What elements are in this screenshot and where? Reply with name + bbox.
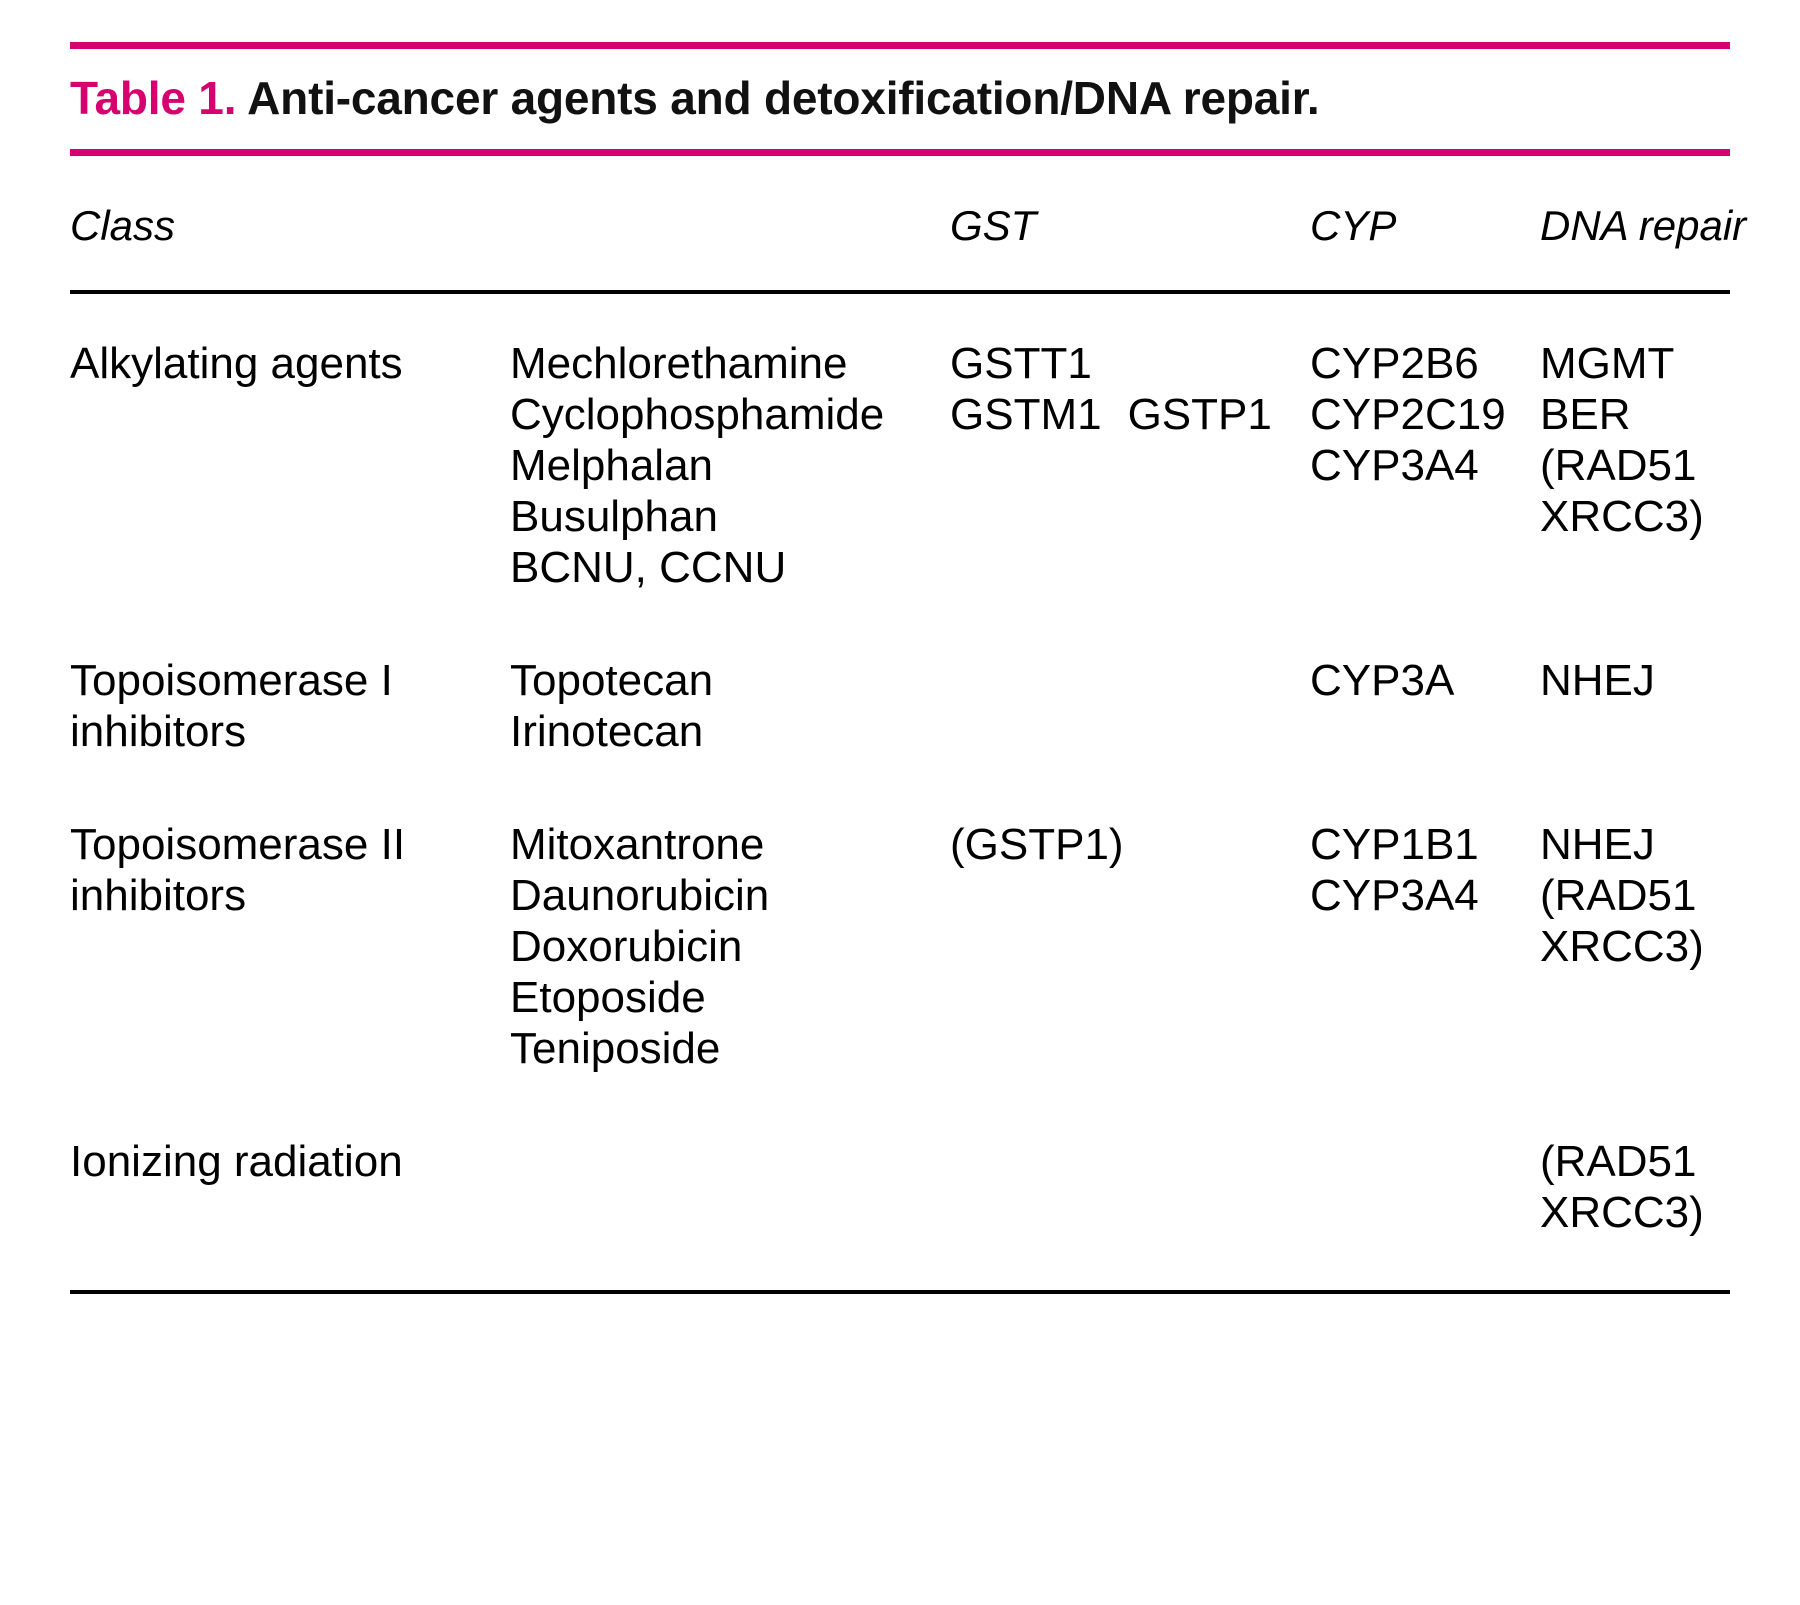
table-row xyxy=(70,338,1730,593)
cell-gst xyxy=(950,655,1310,757)
table-row xyxy=(70,819,1730,1074)
dna-line: XRCC3) xyxy=(1540,922,1704,972)
cell-agents xyxy=(510,1136,950,1238)
cell-dna-repair xyxy=(1540,338,1730,593)
spacer-cell xyxy=(950,1074,1310,1136)
cell-class xyxy=(70,1136,510,1238)
dna-line: (RAD51 xyxy=(1540,1137,1697,1187)
agent-line: Daunorubicin xyxy=(510,871,770,921)
cell-class xyxy=(70,338,510,593)
column-header-gst: GST xyxy=(950,202,1310,292)
cell-cyp xyxy=(1310,338,1540,593)
cyp-line: CYP2B6 xyxy=(1310,339,1479,388)
row-gap xyxy=(70,593,1730,655)
table-number: Table 1. xyxy=(70,72,237,124)
column-header-dna-repair: DNA repair xyxy=(1540,202,1730,292)
dna-line: XRCC3) xyxy=(1540,492,1704,542)
agent-line: Melphalan xyxy=(510,441,714,491)
cell-cyp xyxy=(1310,819,1540,1074)
spacer-cell xyxy=(950,292,1310,338)
spacer-cell xyxy=(950,593,1310,655)
spacer-cell xyxy=(70,292,510,338)
agent-line: Mechlorethamine xyxy=(510,339,848,388)
top-accent-rule xyxy=(70,42,1730,49)
spacer-cell xyxy=(510,757,950,819)
spacer-cell xyxy=(70,593,510,655)
dna-line: BER xyxy=(1540,390,1631,440)
cell-cyp xyxy=(1310,1136,1540,1238)
table-row xyxy=(70,655,1730,757)
agent-line: BCNU, CCNU xyxy=(510,543,787,593)
class-line: Topoisomerase II xyxy=(70,820,406,870)
table-caption: Anti-cancer agents and detoxification/DNA repair. xyxy=(247,72,1320,124)
column-header-cyp: CYP xyxy=(1310,202,1540,292)
spacer-cell xyxy=(1540,593,1730,655)
cell-cyp xyxy=(1310,655,1540,757)
table-row xyxy=(70,1136,1730,1238)
row-gap xyxy=(70,1074,1730,1136)
cyp-line: CYP2C19 xyxy=(1310,390,1506,440)
cyp-line: CYP3A4 xyxy=(1310,871,1479,921)
dna-line: NHEJ xyxy=(1540,820,1655,870)
spacer-cell xyxy=(1310,757,1540,819)
cell-dna-repair xyxy=(1540,819,1730,1074)
cell-gst xyxy=(950,338,1310,593)
spacer-cell xyxy=(1310,593,1540,655)
class-line: Ionizing radiation xyxy=(70,1137,403,1187)
agent-line: Mitoxantrone xyxy=(510,820,765,870)
cyp-line: CYP1B1 xyxy=(1310,820,1479,870)
table-figure xyxy=(0,42,1800,1605)
cyp-line: CYP3A4 xyxy=(1310,441,1479,491)
spacer-cell xyxy=(1310,1074,1540,1136)
spacer-cell xyxy=(1540,1074,1730,1136)
dna-line: (RAD51 xyxy=(1540,871,1697,921)
gst-value: GSTP1 xyxy=(1127,390,1272,440)
cell-agents xyxy=(510,819,950,1074)
dna-line: (RAD51 xyxy=(1540,441,1697,491)
data-table xyxy=(70,202,1747,1238)
gst-value: GSTM1 xyxy=(950,390,1102,440)
gst-line: GSTT1 xyxy=(950,339,1092,388)
table-head xyxy=(70,202,1747,292)
spacer-cell xyxy=(70,757,510,819)
column-header-agents xyxy=(510,202,950,292)
cell-agents xyxy=(510,655,950,757)
agent-line: Topotecan xyxy=(510,656,714,706)
spacer-cell xyxy=(1310,292,1540,338)
agent-line: Irinotecan xyxy=(510,707,704,757)
dna-line: XRCC3) xyxy=(1540,1188,1704,1238)
head-spacer-row xyxy=(70,292,1730,338)
spacer-cell xyxy=(510,593,950,655)
cell-agents xyxy=(510,338,950,593)
class-line: inhibitors xyxy=(70,871,247,921)
row-gap xyxy=(70,757,1730,819)
cell-dna-repair xyxy=(1540,655,1730,757)
cell-class xyxy=(70,655,510,757)
title-accent-rule xyxy=(70,149,1730,156)
agent-line: Teniposide xyxy=(510,1024,721,1074)
class-line: Alkylating agents xyxy=(70,339,403,388)
class-line: Topoisomerase I xyxy=(70,656,393,706)
table-body xyxy=(70,292,1730,1238)
table-title xyxy=(70,49,1730,139)
spacer-cell xyxy=(1540,292,1730,338)
cell-gst xyxy=(950,819,1310,1074)
cell-class xyxy=(70,819,510,1074)
cell-dna-repair xyxy=(1540,1136,1730,1238)
spacer-cell xyxy=(70,1074,510,1136)
agent-line: Etoposide xyxy=(510,973,706,1023)
bottom-rule xyxy=(70,1290,1730,1294)
gst-line xyxy=(950,389,1310,440)
dna-line: MGMT xyxy=(1540,339,1675,388)
cell-gst xyxy=(950,1136,1310,1238)
agent-line: Doxorubicin xyxy=(510,922,743,972)
agent-line: Cyclophosphamide xyxy=(510,390,885,440)
header-row xyxy=(70,202,1730,292)
spacer-cell xyxy=(510,1074,950,1136)
gst-line: (GSTP1) xyxy=(950,820,1124,870)
class-line: inhibitors xyxy=(70,707,247,757)
column-header-class: Class xyxy=(70,202,510,292)
agent-line: Busulphan xyxy=(510,492,718,542)
spacer-cell xyxy=(510,292,950,338)
cyp-line: CYP3A xyxy=(1310,656,1455,706)
spacer-cell xyxy=(950,757,1310,819)
dna-line: NHEJ xyxy=(1540,656,1655,706)
spacer-cell xyxy=(1540,757,1730,819)
